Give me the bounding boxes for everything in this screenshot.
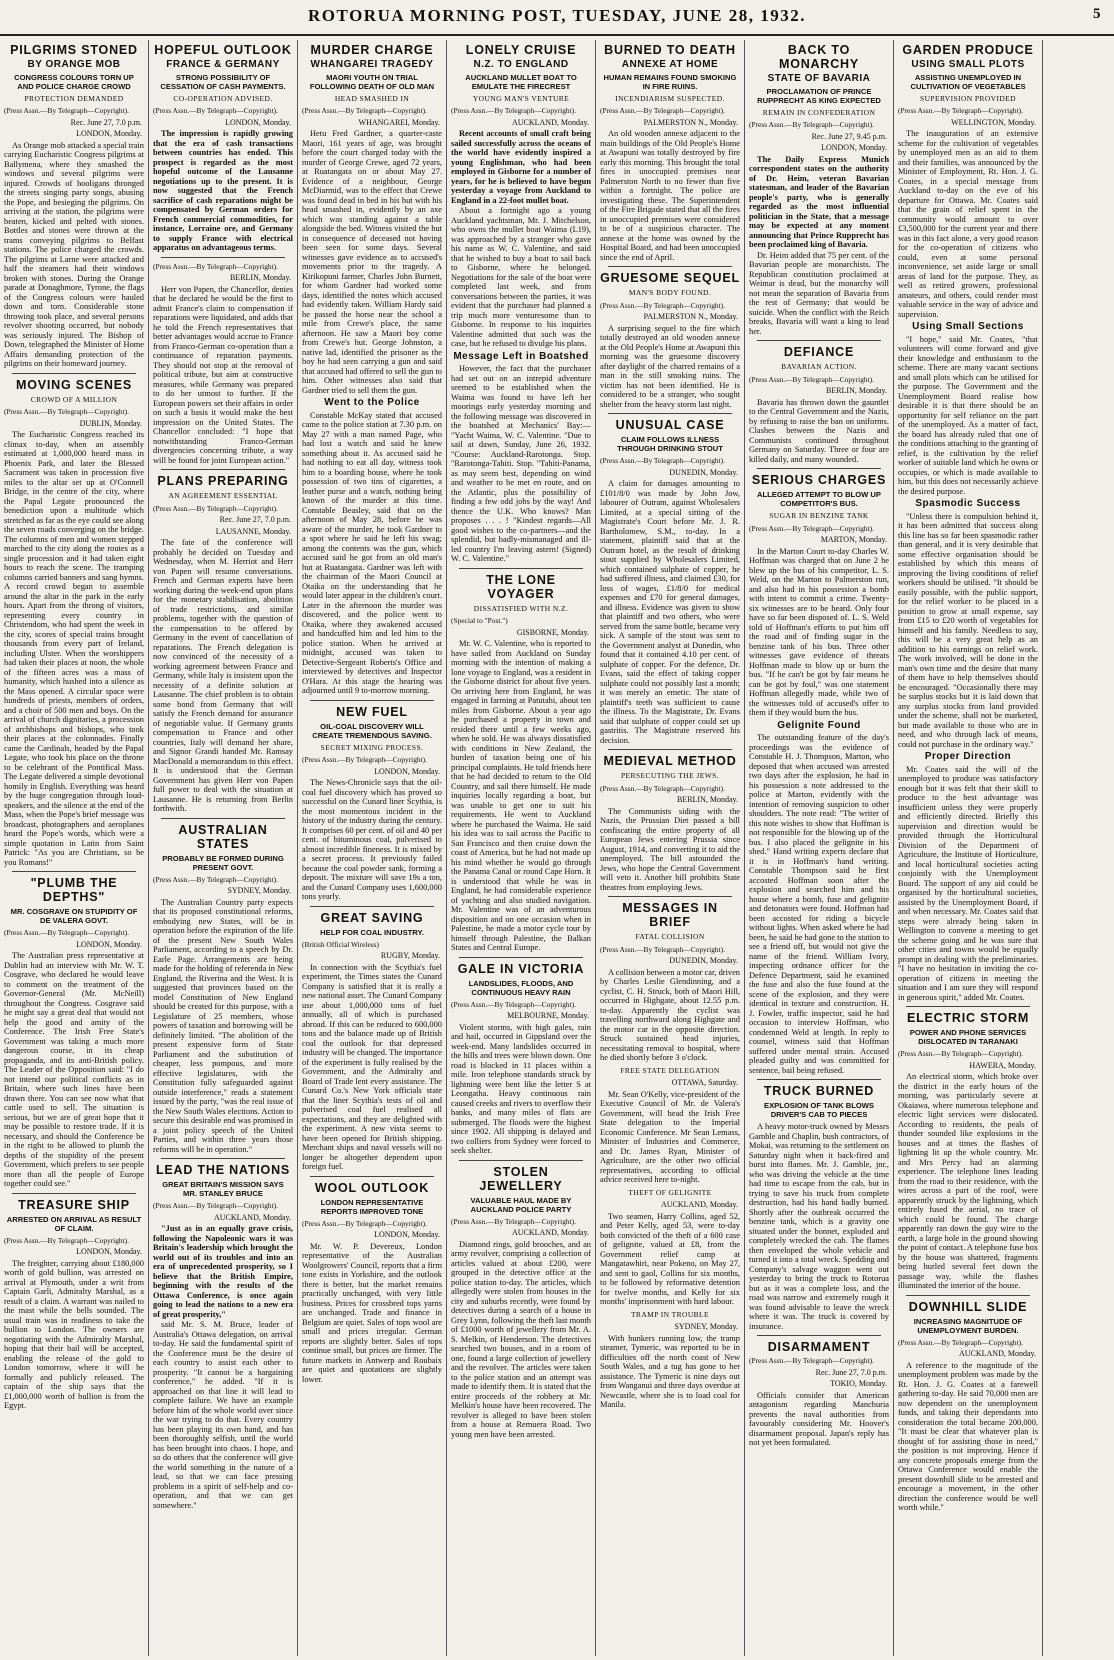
- article-paragraph: Constable McKay stated that accused came to the police station at 7.30 p.m. on May 27 with a man named Page, who had lost a watch and said he knew something about it. As accused said he had nothing to eat all day, witness took him to a boarding house, where he took possession of two tins of cigarettes, a leather purse and a watch, nothing being known of the murder at this time. Constable Beasley, said that on the afternoon of May 28, before he was aware of the murder, he took Gardner to a spot where he said he left his swag; among the contents was the gun, which accused said he got from an old man's hut at Ruatangata. Gardner was left with the chairman of the Maori Council at Otaika on the understanding that he would later appear in the children's court. Later in the afternoon the murder was discovered, and the police went to Otaika, where they awakened accused and handcuffed him and led him to the police station. When he arrived at midnight, accused was taken to Detective-Sergeant Roberts's Office and interviewed by detectives and Inspector O'Hara. At this stage the hearing was adjourned until 9 to-morrow morning.: [302, 410, 442, 695]
- dateline: SYDNEY, Monday.: [227, 886, 291, 895]
- section-kicker: MAN'S BODY FOUND.: [628, 288, 712, 297]
- dateline: BERLIN, Monday.: [825, 386, 887, 395]
- article-paragraph: Hetu Fred Gardner, a quarter-caste Maori, 161 years of age, was brought before the court charged today with the murder of George Crewe, aged 72 years, at Ruatangata on or about May 27. Evidence of a neighbour, George McDiarmid, was to the effect that Crewe was found dead in bed in his hut with his head smashed in, evidently by an axe which was standing against a table alongside the bed. Witness visited the hut in consequence of deceased not having been seen for some days. Several witnesses gave evidence as to accused's movements prior to the tragedy. A Kirikopuni farmer, Charles John Burnett, for whom Gardner had worked some days, identified the notes which accused had evidently taken. William Hardy said he passed the horse near the school a mile from Crewe's place, the same afternoon. He saw a Maori boy come from Crewe's hut. George Johnston, a native lad, identified the prisoner as the boy he had seen carrying a gun and said that accused had offered to sell the gun to him. Other witnesses also said that Gardner tried to sell them the gun.: [302, 129, 442, 395]
- deck-headline: PROCLAMATION OF PRINCE RUPPRECHT AS KING EXPECTED: [757, 86, 881, 105]
- section-kicker: SUGAR IN BENZINE TANK: [769, 511, 869, 520]
- article-paragraph: An electrical storm, which broke over the district in the early hours of the morning, was particularly severe at Okaiawa, where numerous telephone and electric light services were dislocated. According to residents, the peals of thunder sounded like explosions in the houses and at times the flashes of lightning lit up the whole country. Mr. and Mrs Percy had an alarming experience. The telephone lines leading from the road to their residence, with the wires across a part of the roof, were apparently struck by the lightning, which entirely fused the aerial, no trace of which could be found. The charge apparently ran down the guy wire to the earth, a large hole in the ground showing the point of contact. A telephone fuse box by the house was shattered, fragments being hurled several feet down the passage way, while the flashes illuminated the interior of the house.: [898, 1072, 1038, 1290]
- headline: HOPEFUL OUTLOOK: [154, 43, 292, 57]
- subheadline: ANNEXE AT HOME: [621, 59, 719, 70]
- headline: GALE IN VICTORIA: [457, 961, 585, 976]
- masthead-rule: [0, 34, 1114, 36]
- dateline: DUNEDIN, Monday.: [669, 467, 738, 477]
- article-separator: [310, 1176, 434, 1177]
- article-separator: [161, 1158, 285, 1159]
- deck-headline: CLAIM FOLLOWS ILLNESS THROUGH DRINKING STOUT: [617, 435, 723, 453]
- dateline: Rec. June 27, 7.0 p.m.: [70, 117, 142, 127]
- article-paragraph: A collision between a motor car, driven by Charles Leslie Glendinning, and a cyclist, C. H. Struck, both of Maori Hill, occurred in Highgate, about 12.55 p.m. to-day. Apparently the cyclist was travelling northward along Highgate and the motor car in the opposite direction. Struck sustained head injuries, necessitating removal to hospital, where he died shortly before 3 o'clock.: [600, 967, 740, 1062]
- headline: TRUCK BURNED: [763, 1084, 875, 1098]
- article-paragraph: Two seamen, Harry Collins, aged 52, and Peter Kelly, aged 53, were to-day both convicted of the theft of a 600 case of gelignite, valued at £8, from the Government relief camp at Mangatawhiri, near Pokeno, on May 27, and sent to gaol, Collins for six months, to be followed by reformative detention for twelve months, and Kelly for six months' imprisonment with hard labour.: [600, 1211, 740, 1306]
- article-paragraph: An old wooden annexe adjacent to the main buildings of the Old People's Home at Awapuni was totally destroyed by fire early this morning. This brought the total fires in unoccupied premises near Palmerston North to no fewer than five within a fortnight. The police are investigating these. The Superintendent of the Fire Brigade stated that all the fires in unoccupied premises were considered to be of a suspicious character. The annexe at the home was owned by the Hospital Board, and had been unoccupied since the end of April.: [600, 129, 740, 262]
- subheadline: WHANGAREI TRAGEDY: [310, 59, 434, 70]
- article-paragraph: said Mr. S. M. Bruce, leader of Australia's Ottawa delegation, on arrival to-day. He said the fundamental spirit of the Conference must be the desire of each country to assist each other to prosperity. "It cannot be a bargaining conference," he added. "If it is approached on that line it will lead to complete failure. We have an example before him of the whole world over since the war trying to do that. Every country has been playing its own hand, and has been thoroughly selfish, until the world has been brought into chaos. I hope, and so do others that the conference will give the world something in the nature of a lead, so that we can face pressing problems in a spirit of self-help and co-operation, and that we can get somewhere.": [153, 1320, 293, 1510]
- deck-headline: EXPLOSION OF TANK BLOWS DRIVER'S CAB TO PIECES: [764, 1101, 874, 1119]
- deck-headline: INCREASING MAGNITUDE OF UNEMPLOYMENT BURDEN.: [913, 1316, 1023, 1335]
- headline: BURNED TO DEATH: [604, 43, 736, 57]
- article-paragraph: The fate of the conference will probably be decided on Tuesday and Wednesday, when M. Herriot and Herr von Papen will resume conversations. French and German experts have been working during the week-end upon plans for the monetary stabilisation, abolition of trade restrictions, and similar problems, together with the question of the compensation to be offered by Germany in the event of cancellation of reparations. The French delegation is now convinced of the necessity of a working agreement between France and Germany, while Italy is insistent upon the necessity of a definite solution at Lausanne. The chief problem is to obtain some bond from Germany that will satisfy the French demand for assurance of negotiable value. If Germany grants compensation to France and other countries, Italy will demand her share, and Signor Grandi handed Mr. Ramsay MacDonald a memorandum to this effect. It is understood that the German Government has given Herr von Papen full power to deal with the situation at Lausanne. He is returning from Berlin forthwith.: [153, 538, 293, 813]
- wire-credit: (Press Assn.—By Telegraph—Copyright).: [302, 106, 427, 115]
- page-number: 5: [1093, 6, 1102, 22]
- section-kicker: BAVARIAN ACTION.: [781, 362, 857, 371]
- column-2: [153, 40, 293, 1656]
- article-separator: [310, 700, 434, 701]
- section-kicker: HEAD SMASHED IN: [334, 93, 410, 103]
- section-kicker: REMAIN IN CONFEDERATION: [762, 107, 876, 117]
- dateline: AUCKLAND, Monday.: [511, 117, 589, 127]
- deck-headline: LONDON REPRESENTATIVE REPORTS IMPROVED TONE: [320, 1197, 424, 1216]
- dateline: AUCKLAND, Monday.: [213, 1212, 291, 1222]
- article-paragraph: However, the fact that the purchaser had set out on an intrepid adventure seemed to be established when the Waima was found to have left her moorings early yesterday morning and the following message was discovered in the boatshed at Mechanics' Bay:— "Yacht Waima, W. C. Valentine. "Due to sail at dawn, Sunday, June 26, 1932. "Course: Auckland-Rarotonga. Stop. "Rarotonga-Tahiti. Stop. "Tahiti-Panama, as may seem best, depending on wind and weather to be met en route, and on the Atlantic, plus the possibility of finding a few odd jobs by the way! And thence the U.K. Who knows? Man proposes . . . ! "Kindest regards—All good wishes to the co-partners—and the splendid, but badly-mismanaged and ill-led country I'm leaving astern! (Signed) W. C. Valentine.": [451, 364, 591, 563]
- subheadline: N.Z. TO ENGLAND: [473, 59, 569, 70]
- wire-credit: (Press Assn.—By Telegraph—Copyright).: [600, 456, 725, 465]
- headline: NEW FUEL: [336, 704, 408, 719]
- dateline: PALMERSTON N., Monday.: [643, 312, 738, 321]
- article-paragraph: Diamond rings, gold brooches, and an army revolver, comprising a collection of articles valued at about £200, were grouped in the detective office at the police station to-day. The articles, which allegedly were stolen from houses in the city and suburbs recently, were found by detectives during a search of a house in Grey Lynn, following the theft last month of £1000 worth of jewellery from Mr. A. S. Melkin, of Henderson. The detectives searched two houses, and in a room of one, found a large collection of jewellery and the revolver. The articles were taken to the police station and an attempt was made to identify them. It is stated that the entire proceeds of the robbery at Mr. Melkin's house have been recovered. The revolver is alleged to have been stolen from a house at Remuera Road. Two young men have been arrested.: [451, 1239, 591, 1439]
- dateline: WHANGAREI, Monday.: [358, 117, 440, 127]
- article-paragraph: "Unless there is compulsion behind it, it has been admitted that success along this line has so far been spasmodic rather than general, and it is very desirable that some effective organisation should be established by which this means of improving the living conditions of relief workers should be utilised. "It should be easily possible, with the public support, for the relief worker to be placed in a position to grow at small expense, say from £15 to £20 worth of vegetables for himself and his family. Needless to say, this will be a very great help as an addition to his earnings on relief work. The work involved, will be done in the man's own time and the desire that many of them have to help themselves should be encouraged. "Occasionally there may be surplus stocks but it is laid down that any surplus stocks from land provided under the scheme, shall not be marketed, but made available to those who are in need, and who through lack of means, could not purchase in the ordinary way.": [898, 511, 1038, 749]
- wire-credit: (Press Assn.—By Telegraph—Copyright).: [451, 1216, 576, 1226]
- dateline: LONDON, Monday.: [76, 1247, 142, 1256]
- section-kicker: CROWD OF A MILLION: [30, 394, 118, 404]
- masthead: [0, 6, 1114, 36]
- deck-headline: STRONG POSSIBILITY OF CESSATION OF CASH PAYMENTS.: [160, 72, 286, 91]
- deck-headline: PROBABLY BE FORMED DURING PRESENT GOVT.: [162, 853, 284, 872]
- dateline: BERLIN, Monday.: [676, 795, 738, 804]
- column-1: [4, 40, 144, 1656]
- headline: DOWNHILL SLIDE: [908, 1299, 1028, 1314]
- article-paragraph: Dr. Heim added that 75 per cent. of the Bavarian people are monarchists. The Republican constitution proclaimed at Weimar is dead, but the monarchy will not mean the separation of Bavaria from the rest of Germany; that would be suicide. When the conflict with the Reich breaks, Bavaria will want a king to lead her.: [749, 250, 889, 336]
- dateline: Rec. June 27, 7.0 p.m.: [815, 1367, 887, 1377]
- wire-credit: (Press Assn.—By Telegraph—Copyright).: [600, 944, 725, 954]
- article-paragraph: With bunkers running low, the tramp steamer, Tymeric, was reported to be in difficulties off the north coast of New South Wales, and a tug has gone to her assistance. The Tymeric is nine days out from Wanganui and three days overdue at Newcastle, where she is to load coal for Manila.: [600, 1333, 740, 1409]
- article-separator: [608, 896, 732, 897]
- headline: AUSTRALIAN STATES: [178, 822, 268, 851]
- dateline: LONDON, Monday.: [374, 1230, 440, 1239]
- dateline: MARTON, Monday.: [820, 535, 887, 544]
- dateline: WELLINGTON, Monday.: [951, 117, 1036, 127]
- deck-headline: POWER AND PHONE SERVICES DISLOCATED IN TARANAKI: [909, 1028, 1027, 1046]
- subheadline: Spasmodic Success: [915, 498, 1021, 509]
- dateline: GISBORNE, Monday.: [516, 627, 589, 637]
- headline: TREASURE SHIP: [18, 1197, 130, 1212]
- dateline: DUNEDIN, Monday.: [669, 956, 738, 965]
- headline: MOVING SCENES: [16, 377, 132, 392]
- article-separator: [12, 1193, 136, 1194]
- dateline: LONDON, Monday.: [76, 129, 142, 138]
- article-separator: [459, 957, 583, 958]
- deck-headline: AUCKLAND MULLET BOAT TO EMULATE THE FIRECREST: [465, 72, 577, 91]
- headline: GRUESOME SEQUEL: [600, 271, 740, 285]
- article-paragraph: The Australian press representative at Dublin had an interview with Mr. W. T. Cosgrave, who declared he would leave to comment on the treatment of the Governor-General (Mr. McNeill) throughout the Congress. Cosgrave said he might say a great deal that would not help the good and amity of the Conference. The Irish Free State's Government was taking a much more dangerous course, in its cheap propaganda, and its anti-British policy. The Leader of the Opposition said: "I do not intend our political conflicts as in Britain, where such lines have been drawn there. You can see now what that cattle used to sell. The situation is serious, but we are of great hope that it may be possible to restore trade. If it is necessary, and should the Conference be in the right to be allowed to plumb the depths of the stupidity of the present Government, which prefers to see people more than all the people of Europe together could see.": [4, 951, 144, 1188]
- headline: MEDIEVAL METHOD: [603, 754, 737, 768]
- headline: STOLEN JEWELLERY: [479, 1164, 563, 1193]
- wire-credit: (Press Assn.—By Telegraph—Copyright).: [4, 106, 129, 115]
- dateline: LONDON, Monday.: [76, 939, 142, 949]
- section-kicker: AN AGREEMENT ESSENTIAL: [168, 491, 278, 500]
- dateline: RUGBY, Monday.: [380, 951, 440, 960]
- headline: LONELY CRUISE: [465, 43, 577, 57]
- section-kicker: PERSECUTING THE JEWS.: [620, 771, 720, 780]
- wire-credit: (Press Assn.—By Telegraph—Copyright).: [4, 407, 129, 416]
- lead-paragraph: "Just as in an equally grave crisis, following the Napoleonic wars it was Britain's leadership which brought the world out of its troubles and into an era of unprecedented prosperity, so I believe that the British Empire, beginning with the results of the Ottawa Conference, is once again going to lead the nations to a new era of great prosperity,": [153, 1224, 293, 1319]
- wire-credit: (Press Assn.—By Telegraph—Copyright).: [153, 503, 278, 513]
- wire-credit: (Press Assn.—By Telegraph—Copyright).: [451, 106, 576, 115]
- article-separator: [161, 257, 285, 258]
- article-paragraph: As Orange mob attacked a special train carrying Eucharistic Congress pilgrims at Ballymena, where they smashed the windows and several pilgrims were injured. Crowds of hooligans thronged the streets singing party songs, abusing the Pope, and besieging the pilgrims. On arriving at the station, the pilgrims were beaten, kicked and pelted with stones. Bottles and stones were thrown at the trams conveying pilgrims to Belfast stations. The police charged the crowds. The pilgrims at Larne were attacked and half the steamers had their windows broken with stones. During the Orange parade at Donaghmore, Tyrone, the flags of the Congress colours were hauled down and torn. Considerable stone throwing took place, and several persons revolver shooting occurred, but nobody was seriously injured. The Bishop of Down, telegraphed the Minister of Home Affairs demanding protection of the pilgrims on their homeward journey.: [4, 140, 144, 368]
- subheadline: Using Small Sections: [912, 321, 1024, 332]
- wire-credit: (Press Assn.—By Telegraph—Copyright).: [600, 300, 725, 310]
- section-kicker: CO-OPERATION ADVISED.: [173, 93, 273, 103]
- deck-headline: VALUABLE HAUL MADE BY AUCKLAND POLICE PARTY: [470, 1195, 572, 1214]
- dateline: LONDON, Monday.: [374, 766, 440, 776]
- article-paragraph: Officials consider that American antagonism regarding Manchuria prevents the naval authorities from favourably considering Mr. Hoover's disarmament proposal. Japan's reply has not yet been formulated.: [749, 1390, 889, 1447]
- article-separator: [161, 469, 285, 470]
- lead-paragraph: The Daily Express Munich correspondent states on the authority of Dr. Heim, veteran Bavarian statesman, and leader of the Bavarian people's party, who is generally regarded as the most influential politician in the State, that a message may be expected at any moment announcing that Prince Rupprecht has been proclaimed king of Bavaria.: [749, 154, 889, 249]
- deck-headline: CONGRESS COLOURS TORN UP AND POLICE CHARGE CROWD: [14, 72, 134, 91]
- dateline: Rec. June 27, 7.0 p.m.: [219, 515, 291, 524]
- dateline: AUCKLAND, Monday.: [511, 1228, 589, 1237]
- column-3: [302, 40, 442, 1656]
- section-kicker: SECRET MIXING PROCESS.: [320, 742, 424, 752]
- column-divider: [595, 40, 596, 1656]
- article-separator: [310, 906, 434, 907]
- article-separator: [906, 1295, 1030, 1296]
- article-separator: [757, 1335, 881, 1336]
- subheadline: USING SMALL PLOTS: [911, 59, 1025, 70]
- headline: SERIOUS CHARGES: [751, 473, 887, 487]
- dateline: HAWERA, Monday.: [969, 1060, 1036, 1070]
- deck-headline: ALLEGED ATTEMPT TO BLOW UP COMPETITOR'S BUS.: [757, 490, 881, 508]
- headline: DISARMAMENT: [767, 1340, 871, 1354]
- subheadline: BY ORANGE MOB: [27, 59, 121, 70]
- article-paragraph: The freighter, carrying about £180,000 worth of gold bullion, was arrested on arrival at Plymouth, under a writ from Captain Garli, Admiralty Marshal, as a result of a claim. A warrant was nailed to the mast while the bells sounded. The usual train was in readiness to take the bullion to London. The owners are negotiating with the Admiralty Marshal, hoping that their bail will be accepted, enabling the release of the gold to London tomorrow, where it will be formally and publicly released. The captain of the ship says that the £1,000,000 worth of bullion is from the Egypt.: [4, 1258, 144, 1410]
- deck-headline: HUMAN REMAINS FOUND SMOKING IN FIRE RUINS.: [603, 72, 737, 91]
- column-divider: [148, 40, 149, 1656]
- article-separator: [906, 1006, 1030, 1007]
- headline: PILGRIMS STONED: [10, 43, 138, 57]
- column-divider: [297, 40, 298, 1656]
- wire-credit: (Press Assn.—By Telegraph—Copyright).: [898, 106, 1023, 115]
- deck-headline: MAORI YOUTH ON TRIAL FOLLOWING DEATH OF OLD MAN: [309, 72, 435, 91]
- deck-headline: LANDSLIDES, FLOODS, AND CONTINUOUS HEAVY RAIN: [468, 978, 574, 997]
- column-6: [749, 40, 889, 1656]
- headline: MURDER CHARGE: [310, 43, 434, 57]
- deck-headline: OIL-COAL DISCOVERY WILL CREATE TREMENDOUS SAVING.: [312, 721, 432, 740]
- section-kicker: THEFT OF GELIGNITE: [628, 1187, 712, 1197]
- deck-headline: ASSISTING UNEMPLOYED IN CULTIVATION OF VEGETABLES: [910, 72, 1026, 91]
- article-paragraph: In connection with the Scythia's fuel experiment, the Times states the Cunard Company is satisfied that it is really a new national asset. The Cunard Company use about 1,000,000 tons of fuel annually, all of which is purchased abroad. If this can be reduced to 600,000 tons and the balance made up of British coal the outlook for that depressed industry will be changed. The importance of the experiment is fully realised by the Government, and the Admiralty and Board of Trade lent every assistance. The Cunard Co.'s New York officials state that the liner Scythia's tests of oil and pulverised coal fuel realised all expectations, and they are delighted with the experiment. A new vista seems to have been opened for British shipping. Merchant ships and naval vessels will no longer be altogether dependent upon foreign fuel.: [302, 962, 442, 1171]
- column-4: [451, 40, 591, 1656]
- article-paragraph: The Australian Country party expects that its proposed constitutional reforms, embodying new States, will be in operation before the expiration of the life of the present New South Wales Parliament, according to a speech by Dr. Earle Page. Arrangements are being made for the holding of referenda in New England, the Riverina and the West. It is suggested that provinces based on the model Constitution of New England should be created for this purpose, with a Legislature of 25 members, whose powers of taxation and borrowing will be definitely limited. "The abolition of the present expensive form of State Parliament and the substitution of cheaper, less pompous, and more effective legislatures, with the Constitution fully safeguarded against outside interference," reads a statement issued by the party, "was the real issue of the New South Wales elections. Action to secure this desirable end was promised in a joint policy speech of the United Parties, and within three years those reforms will be in operation.": [153, 897, 293, 1154]
- article-separator: [757, 1079, 881, 1080]
- column-5: [600, 40, 740, 1656]
- article-separator: [757, 468, 881, 469]
- article-paragraph: The Eucharistic Congress reached its climax to-day, when an assembly estimated at 1,000,000 heard mass in Phoenix Park, and later the Blessed Sacrament was taken in procession five miles to the altar set up at O'Connell Bridge, in the centre of the city, where the Papal Legate pronounced the benediction upon a multitude which stretched as far as the eye could see along the seven roads converging on the bridge. The columns of men and women stepped marched to the city along the routes as a single procession and it had taken eight hours to reach the scene. The tramping columns carried banners and sang hymns. A record crowd began to assemble around the altar in the park in the early hours. Apart from the throng of visitors, representing every country in Christendom, who had spent the week in the city, scores of special trains brought thousands from every part of Ireland, including Ulster. When the worshippers had taken their places at noon, the whole of the fifteen acres was a mass of humanity, which hushed into a silence as the Mass opened. A circular space were hundreds of priests, members of orders, and a choir of 500 men and boys. On the arrival of church dignitaries, a procession of archbishops and bishops, who took their places at the colonnades. Finally came the Cardinals, headed by the Papal Legate, who took his place on the throne to be celebrant of the Pontifical Mass. The Legate delivered a simple devotional homily in English. Everything was heard by the huge congregation through loud-speakers, and the silence at the end of the Mass, when the Pope's brief message was broadcast, photographers and aeroplanes heard the Pope's words, which were a simple quotation in Latin from Saint Patrick: "As you are Christians, so be you Romans!": [4, 430, 144, 867]
- article-separator: [12, 871, 136, 872]
- article-paragraph: The News-Chronicle says that the oil-coal fuel discovery which has proved so successful on the Cunard liner Scythia, is the most momentous incident in the history of the industry during the century. It comprises 60 per cent. of oil and 40 per cent. of bituminous coal, pulverised to almost incredible fineness. It is mixed by a secret process. It previously failed because the coal powder sank, forming a deposit. The mixture will save 19s a ton, and the Cunard Company uses 1,600,000 tons yearly.: [302, 778, 442, 901]
- article-paragraph: Mr. Sean O'Kelly, vice-president of the Executive Council of Mr. de Valera's Government, will head the Irish Free State delegation to the Imperial Economic Conference. Mr Sean Lemass, Minister of Industries and Commerce, and Dr. James Ryan, Minister of Agriculture, are the other two official representatives, according to official advice received here to-night.: [600, 1089, 740, 1184]
- wire-credit: (Press Assn.—By Telegraph—Copyright).: [749, 523, 874, 533]
- wire-credit: (Press Assn.—By Telegraph—Copyright).: [898, 1337, 1023, 1347]
- headline: DEFIANCE: [783, 345, 855, 359]
- article-separator: [608, 749, 732, 750]
- article-paragraph: Mr. W. C. Valentine, who is reported to have sailed from Auckland on Sunday morning with the intention of making a lone voyage to England, was a resident in the Gisborne district for about five years. On arriving here from England, he was engaged in farming at Patutahi, about ten miles from Gisborne. About a year ago he purchased a property in town and resided there until a few weeks ago, when he sold. He was always dissatisfied with conditions in New Zealand, the burden of taxation being one of his principal complaints. He told friends here that he had decided to return to the Old Country, and sail there himself. He made inquiries locally regarding a boat, but was unable to get one to suit his requirements. He went to Auckland where he purchased the Waima. He said his idea was to sail across the Pacific to San Francisco and then cruise down the coast of America, but he had not made up his mind whether he would go through the Panama Canal or round Cape Horn. It is understood that while he was in England, he had considerable experience of yachting and also studied navigation. Mr. Valentine was of an adventurous disposition and on one occasion when in Palestine, he made a motor cycle tour by himself through Palestine, the Balkan States and Central Europe.: [451, 639, 591, 952]
- article-paragraph: About a fortnight ago a young Auckland yachtsman, Mr. J. Mitchelson, who owns the mullet boat Waima (L19), was approached by a stranger who gave his name as W. C. Valentine, and said that he wished to buy a boat to sail back to Gisborne, where he belonged. Negotiations for the sale of the boat were completed last week, and from conversations between the parties, it was evident that the purchaser had planned a trip much more venturesome than to Gisborne. In response to his inquiries Valentine admitted that such was the case, but he refused to divulge his plans.: [451, 206, 591, 348]
- headline: BACK TO MONARCHY: [778, 43, 859, 71]
- section-kicker: TRAMP IN TROUBLE: [630, 1309, 710, 1319]
- dateline: BERLIN, Monday.: [229, 273, 291, 282]
- subheadline: Proper Direction: [924, 751, 1012, 762]
- headline: GREAT SAVING: [320, 910, 424, 925]
- article-separator: [608, 413, 732, 414]
- deck-headline: ARRESTED ON ARRIVAL AS RESULT OF CLAIM.: [6, 1214, 142, 1233]
- deck-headline: MR. COSGRAVE ON STUPIDITY OF DE VALERA GOVT.: [10, 907, 138, 925]
- headline: ELECTRIC STORM: [906, 1011, 1030, 1025]
- subheadline: Gelignite Found: [777, 719, 861, 731]
- wire-credit: (Press Assn.—By Telegraph—Copyright).: [153, 106, 278, 115]
- wire-credit: (Press Assn.—By Telegraph—Copyright).: [600, 783, 725, 793]
- section-kicker: PROTECTION DEMANDED: [24, 93, 124, 103]
- headline: PLANS PREPARING: [157, 474, 289, 488]
- wire-credit: (Press Assn.—By Telegraph—Copyright).: [153, 1201, 278, 1210]
- masthead-title: ROTORUA MORNING POST, TUESDAY, JUNE 28, 1932.: [308, 6, 806, 25]
- dateline: OTTAWA, Saturday.: [671, 1078, 738, 1087]
- lead-paragraph: The impression is rapidly growing that the era of cash transactions between countries has ended. This prospect is regarded as the most hopeful outcome of the Lausanne negotiations up to the present. It is now suggested that the French sacrifice of cash reparations might be compensated by German orders for French commercial commodities, for instance, Lorraine ore, and Germany to supply France with electrical apparatus on advantageous terms.: [153, 129, 293, 252]
- headline: UNUSUAL CASE: [615, 418, 725, 432]
- dateline: PALMERSTON N., Monday.: [643, 117, 738, 127]
- section-kicker: FATAL COLLISION: [635, 932, 705, 941]
- article-paragraph: Mr. Coates said the will of the unemployed to produce was satisfactory enough but it was felt that their skill to produce to the best advantage was insufficient unless they were properly and efficiently directed. Briefly this supervision and direction would be provided through the Horticultural Division of the Department of Agriculture, the Institute of Horticulture, and local horticultural societies acting conjointly with the Unemployment Board. The support of any aid could be organised by the horticultural societies, assisted by the Unemployment Board, if and when necessary. Mr. Coates said that steps were already being taken in Wellington to convene a meeting to get the scheme going and he was sure that other cities and towns would be equally prompt in dealing with the preliminaries. "I have no hesitation in inviting the co-operation of citizens in meeting the situation and I am sure they will respond in generous spirit," added Mr. Coates.: [898, 764, 1038, 1002]
- wire-credit: (Press Assn.—By Telegraph—Copyright).: [302, 1218, 427, 1228]
- dateline: MELBOURNE, Monday.: [507, 1011, 589, 1020]
- section-kicker: DISSATISFIED WITH N.Z.: [473, 603, 569, 613]
- column-7: [898, 40, 1038, 1656]
- headline: LEAD THE NATIONS: [155, 1163, 291, 1177]
- wire-credit: (British Official Wireless): [302, 939, 380, 949]
- column-divider: [1042, 40, 1043, 1656]
- article-separator: [12, 373, 136, 374]
- article-paragraph: A surprising sequel to the fire which totally destroyed an old wooden annexe at the Old People's Home at Awapuni this morning was the gruesome discovery after daylight of the charred remains of a man in the still smoking ruins. The victim has not been identified. He is considered to be a stranger, who sought shelter from the heavy storm last night.: [600, 323, 740, 409]
- headline: WOOL OUTLOOK: [314, 1180, 430, 1195]
- dateline: AUCKLAND, Monday.: [660, 1200, 738, 1209]
- section-kicker: YOUNG MAN'S VENTURE: [472, 93, 570, 103]
- wire-credit: (Press Assn.—By Telegraph—Copyright).: [4, 1235, 129, 1245]
- dateline: DUBLIN, Monday.: [79, 418, 142, 428]
- dateline: AUCKLAND, Monday.: [958, 1349, 1036, 1358]
- article-separator: [459, 1160, 583, 1161]
- column-divider: [893, 40, 894, 1656]
- deck-headline: HELP FOR COAL INDUSTRY.: [320, 927, 424, 937]
- article-paragraph: The Communists siding with the Nazis, the Prussian Diet passed a bill confiscating the entire property of all European Jews entering Prussia since August, 1914, and converting it to aid the unemployed. The bill astounded the Jews, who hope the Central Government will veto it. Another bill prohibits State theatres from employing Jews.: [600, 806, 740, 892]
- article-separator: [757, 340, 881, 341]
- wire-credit: (Press Assn.—By Telegraph—Copyright).: [898, 1049, 1023, 1058]
- article-paragraph: In the Marton Court to-day Charles W. Hoffman was charged that on June 2 he blew up the bus of his competitor, L. S. Weld, on the Marton to Palmerston run, and also had in his possession a bomb with intent to commit a crime. Twenty-six witnesses are to be heard. Only four have so far been disposed of. L. S. Weld told of Hoffman's efforts to put him off the road and of finding sugar in the benzine tank of his bus. Three other witnesses gave evidence of threats Hoffman made to blow up or burn the bus. "If he can't be got by fair means he can be got by foul," was one statement Hoffman allegedly made, while two of the witnesses told of accused's offer to them if they would burn the bus.: [749, 546, 889, 717]
- article-paragraph: Bavaria has thrown down the gauntlet to the Central Government and the Nazis, by refusing to raise the ban on uniforms. Clashes between the Nazis and Communists continued throughout Germany on Saturday. Three or four are killed daily, and many wounded.: [749, 397, 889, 464]
- dateline: Rec. June 27, 9.45 p.m.: [811, 131, 887, 141]
- article-separator: [161, 818, 285, 819]
- subheadline: FRANCE & GERMANY: [166, 59, 280, 70]
- deck-headline: GREAT BRITAIN'S MISSION SAYS MR. STANLEY BRUCE: [162, 1180, 284, 1198]
- article-paragraph: The outstanding feature of the day's proceedings was the evidence of Constable H. J. Thompson, Marton, who deposed that when accused was arrested two days after the explosion, he had in his possession a note addressed to the police at Marton, evidently with the intention of removing suspicion to other shoulders. The note read: "The writer of this note wishes to show that Hoffman is not responsible for the blowing up of the bus. I also placed the gelignite in his shed." Hand writing experts declare that it is in Hoffman's hand writing. Constable Thompson said he first accosted Hoffman soon after the explosion and searched him and his house where a bomb, fuse and gelignite and detonators were found. Hoffman had been accosted for riding a bicycle without lights. When asked where he had been, he said he had gone to the station to see a friend off, but would not give the name of the friend. William Ivory, inspecting ordnance officer for the Defence Department, said he examined the fuse and also the fuse found at the scene of the explosion, and they were identical in texture and construction. H. J. Fowler, traffic inspector, said he had occasion to interview Hoffman, who condemned Weld at length. In reply to counsel, witness said that Hoffman suffered under mental strain. Accused pleaded guilty and was committed for sentence, bail being refused.: [749, 733, 889, 1075]
- dateline: SYDNEY, Monday.: [674, 1322, 738, 1331]
- article-paragraph: Herr von Papen, the Chancellor, denies that he declared he would be the first to admit France's claim to compensation if reparations were liquidated, and adds that he told the French representatives that better advantages would accrue to France from Franco-German co-operation than a continuance of reparation payments. They should not stop at the removal of political tribute, but aim at constructive measures, while Germany was prepared to do her utmost to further. If the European powers set their affairs in order on such a basis it would make the best impression on the United States. The Chancellor concluded: "I hope that notwithstanding Franco-German divergencies concerning tribute, a way will be found for joint European action.": [153, 284, 293, 465]
- article-paragraph: A heavy motor-truck owned by Messrs Gamble and Chaplin, bush contractors, of Mokai, was returning to the settlement on Saturday night when it back-fired and burst into flames. Mr. J. Gamble, jnr., who was driving the vehicle at the time had time to escape from the cab, but in trying to save his truck from complete destruction, had his hand badly burned. Shortly after the outbreak occurred the benzine tank, which is a gravity one situated under the bonnet, exploded and completely wrecked the cab. The flames then enveloped the whole vehicle and turned it into a total wreck. Spedding and Company's salvage waggon went out yesterday to bring the truck to Rotorua but as it was a complete loss, and the road was narrow and extremely rough it was found advisable to leave the wreck where it was. The truck is covered by insurance.: [749, 1122, 889, 1331]
- subheadline: Message Left in Boatshed: [453, 350, 589, 362]
- subheadline: STATE OF BAVARIA: [767, 73, 871, 84]
- article-paragraph: A reference to the magnitude of the unemployment problem was made by the Rt. Hon. J. G. Coates at a farewell gathering to-day. He said 70,000 men are now dependent on the unemployment funds, and taking their dependants into consideration the total became 200,000. "It must be clear that whatever plan is thought of for assisting those in need," the position is not improving. Hence if any concrete proposals emerge from the Ottawa Conference would enable the present downhill slide to be arrested and encourage a movement, in the other direction the conference would be well worth while.": [898, 1360, 1038, 1512]
- section-kicker: FREE STATE DELEGATION: [620, 1065, 720, 1075]
- dateline: LONDON, Monday.: [225, 117, 291, 127]
- section-kicker: INCENDIARISM SUSPECTED.: [615, 93, 725, 103]
- wire-credit: (Press Assn.—By Telegraph—Copyright).: [749, 1356, 874, 1365]
- wire-credit: (Press Assn.—By Telegraph—Copyright).: [153, 874, 278, 884]
- article-paragraph: "I hope," said Mr. Coates, "that volunteers will come forward and give their knowledge and enthusiasm to the scheme. There are many vacant sections and small plots which can be utilised for the purpose. The Government and the Unemployment Board realise how desirable it is that there should be an opportunity for self reliance on the part of the unemployed. As a matter of fact, the board has already ruled that one of the conditions attaching to the granting of relief, is the cultivation by the relief worker of suitable land which he owns or occupies, or which is made available to him, but this does not necessarily achieve the desired purpose.: [898, 334, 1038, 496]
- article-paragraph: Violent storms, with high gales, rain and hail, occurred in Gippsland over the week-end. Many landslides occurred in the hills and trees were blown down. One road is blocked in 11 places within a mile. Iron telephone standards struck by lightning were bent like the letter S at Leongatha. Heavy continuous rain caused creeks and rivers to overflow their banks, and many miles of flats are submerged. The floods were the highest since 1902. All shipping is delayed and two colliers from Sydney were forced to seek shelter.: [451, 1022, 591, 1155]
- wire-credit: (Press Assn.—By Telegraph—Copyright).: [451, 999, 576, 1009]
- headline: THE LONE VOYAGER: [486, 572, 556, 601]
- dateline: LONDON, Monday.: [821, 143, 887, 152]
- dateline: TOKIO, Monday.: [830, 1379, 887, 1388]
- wire-credit: (Press Assn.—By Telegraph—Copyright).: [153, 261, 278, 271]
- section-kicker: SUPERVISION PROVIDED: [920, 93, 1016, 103]
- headline: GARDEN PRODUCE: [902, 43, 1034, 57]
- dateline: LAUSANNE, Monday.: [215, 526, 291, 536]
- wire-credit: (Press Assn.—By Telegraph—Copyright).: [749, 374, 874, 384]
- lead-paragraph: Recent accounts of small craft being sailed successfully across the oceans of the world have evidently inspired a young Englishman, who had been employed in Gisborne for a number of years, for he is believed to have begun yesterday a voyage from Auckland to England in a 22-foot mullet boat.: [451, 129, 591, 205]
- subheadline: Went to the Police: [324, 397, 420, 408]
- column-divider: [446, 40, 447, 1656]
- wire-credit: (Press Assn.—By Telegraph—Copyright).: [302, 755, 427, 764]
- wire-credit: (Special to "Post."): [451, 616, 508, 625]
- article-paragraph: Mr. W. P. Devereux, London representative of the Australian Woolgrowers' Council, reports that a firm tone exists in Yorkshire, and the outlook there is better, but the market remains practically unchanged, with very little business. Prices for crossbred tops yarns are unchanged. Trade and finance in Belgium are quiet. Sales of tops wool are small and prices irregular. German reports are slightly better. Sales of tops continue small, but prices are firmer. The future markets in Antwerp and Roubaix are quiet and quotations are slightly lower.: [302, 1241, 442, 1384]
- wire-credit: (Press Assn.—By Telegraph—Copyright).: [4, 928, 129, 937]
- wire-credit: (Press Assn.—By Telegraph—Copyright).: [600, 106, 725, 115]
- headline: "PLUMB THE DEPTHS": [30, 876, 118, 904]
- article-separator: [459, 568, 583, 569]
- article-paragraph: The inauguration of an extensive scheme for the cultivation of vegetables by unemployed men as an aid to them and their families, was announced by the Minister of Employment, Rt. Hon. J. G. Coates, in a special message from Auckland to-day on the eve of his departure for Ottawa. Mr. Coates said that the grain of relief spent in the community would amount to over £3,500,000 for the current year and there was in this fact alone, a very good reason for the co-operation of citizens who could, even at some personal inconvenience, set aside large or small areas of land for the purpose. They, as well as retired growers, professional amateurs, and others, could render most valuable service in the way of advice and supervision.: [898, 129, 1038, 319]
- article-separator: [608, 266, 732, 267]
- wire-credit: (Press Assn.—By Telegraph—Copyright).: [749, 120, 874, 129]
- headline: MESSAGES IN BRIEF: [622, 901, 718, 929]
- column-divider: [744, 40, 745, 1656]
- article-paragraph: A claim for damages amounting to £101/8/0 was made by John Jow, labourer of Outram, against Wholesalers Limited, at a special sitting of the Magistrate's Court before Mr. J. R. Bartholomew, S.M., to-day. In a statement, plaintiff said that at the Outram hotel, as the result of drinking stout supplied by Wholesalers Limited, which contained sulphate of copper, he had suffered illness, and claimed £30, for loss of wages, £1/8/0 for medical expenses and £70 for general damages, and illness. Evidence was given to show that plaintiff and two others, who were served from the same bottle, became very sick. A sample of the stout was sent to the Government analyst at Dunedin, who found that it contained 4.10 per cent. of sulphate of copper. For the defence, Dr. Evans, said the effect of taking copper sulphate could not possibly last a month; it was merely an emetic. The state of plaintiff's teeth was sufficient to cause the illness. To the Magistrate, Dr. Evans said that sulphate of copper could set up gastritis. The Magistrate reserved his decision.: [600, 479, 740, 745]
